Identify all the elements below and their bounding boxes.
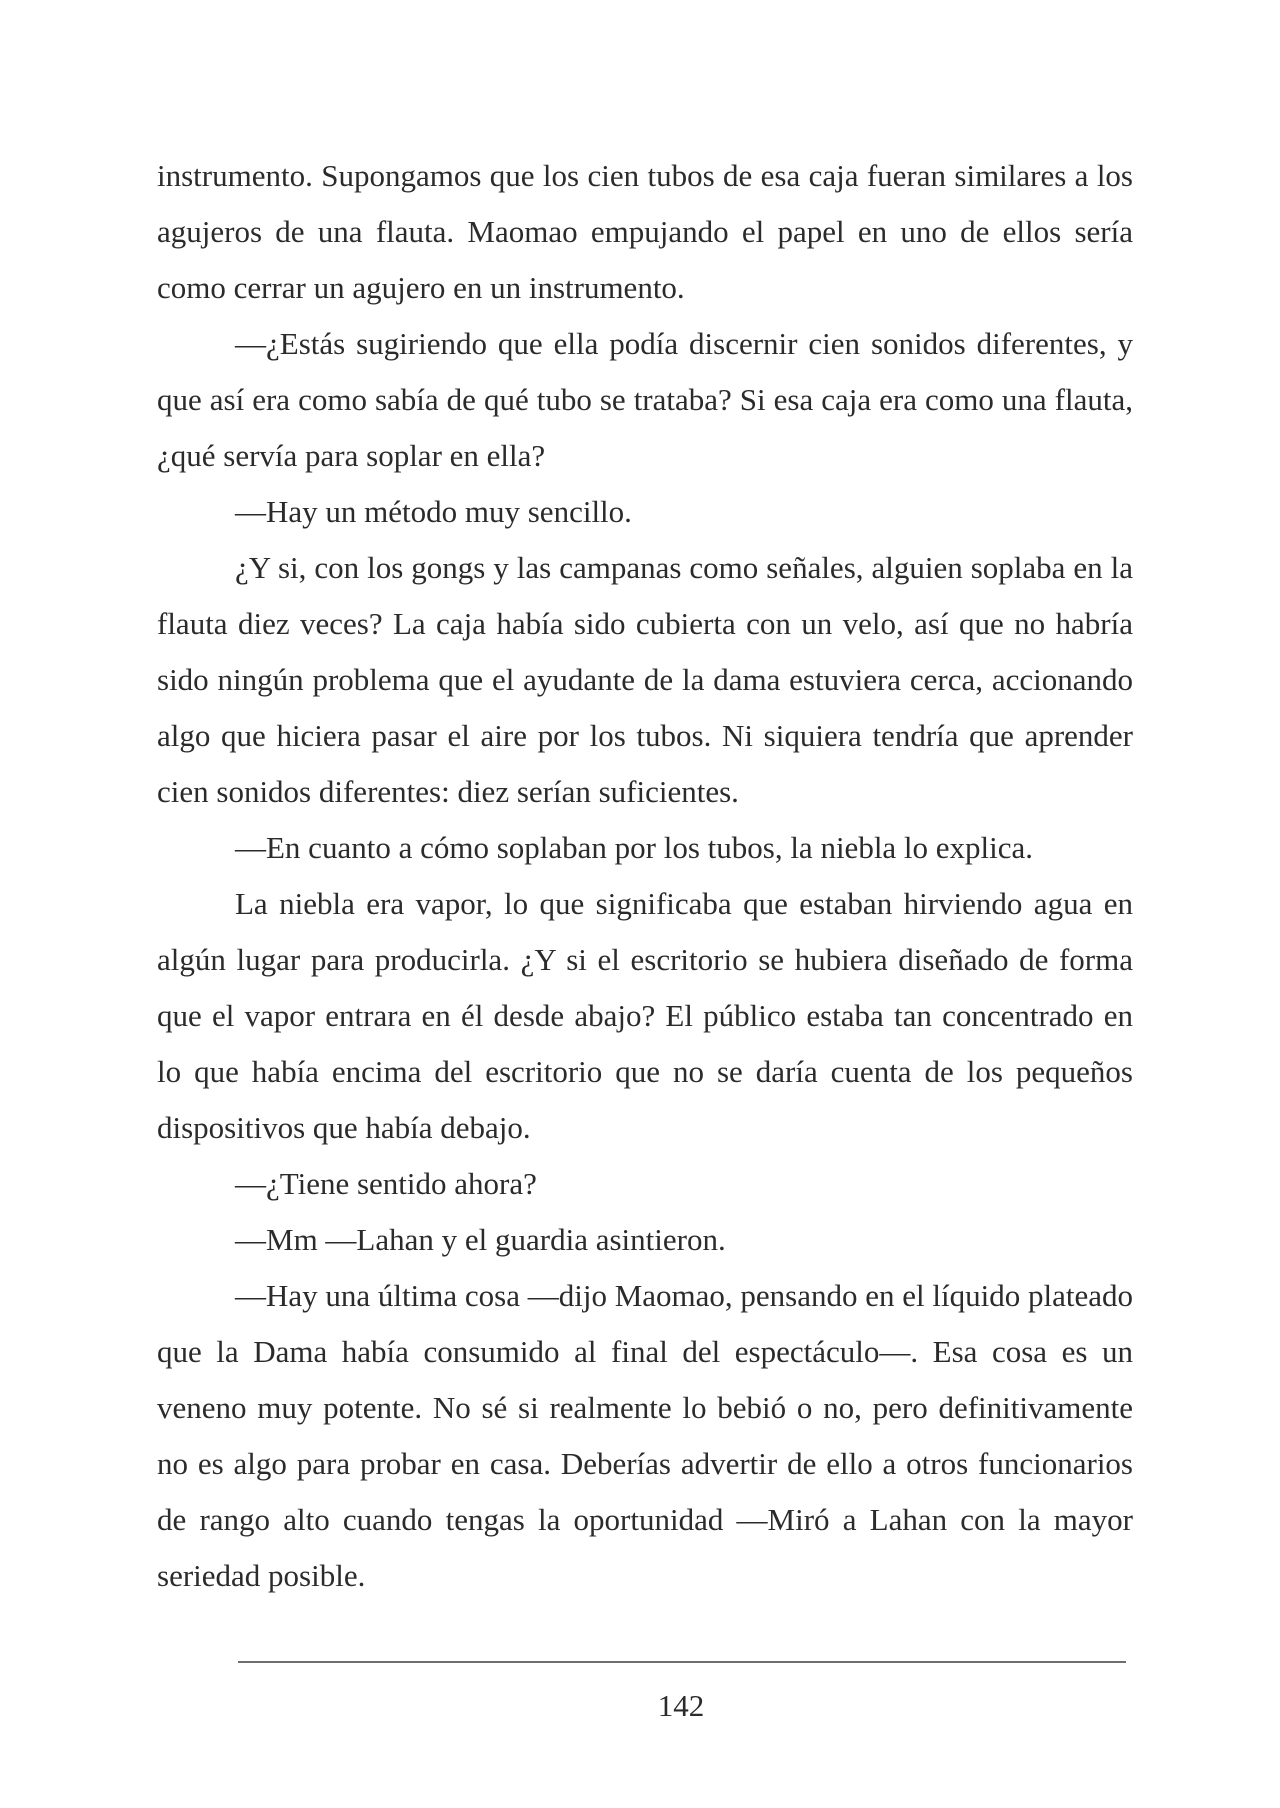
paragraph: ¿Y si, con los gongs y las campanas como señales, alguien soplaba en la flauta diez veces? La caja había sido cubierta con un velo, así que no habría sido ningún problema que el ayudante de la dama estuviera cerca, accionando algo que hiciera pasar el aire por los tubos. Ni siquiera tendría que aprender cien sonidos diferentes: diez serían suficientes. xyxy=(157,550,1133,809)
paragraph: —¿Tiene sentido ahora? xyxy=(235,1166,537,1201)
paragraph: —Hay una última cosa —dijo Maomao, pensando en el líquido plateado que la Dama había consumido al final del espectáculo—. Esa cosa es un veneno muy potente. No sé si realmente lo bebió o no, pero definitivamente no es algo para probar en casa. Deberías advertir de ello a otros funcionarios de rango alto cuando tengas la oportunidad —Miró a Lahan con la mayor seriedad posible. xyxy=(157,1278,1133,1593)
paragraph: La niebla era vapor, lo que significaba que estaban hirviendo agua en algún lugar para producirla. ¿Y si el escritorio se hubiera diseñado de forma que el vapor entrara en él desde abajo? El público estaba tan concentrado en lo que había encima del escritorio que no se daría cuenta de los pequeños dispositivos que había debajo. xyxy=(157,886,1133,1145)
paragraph: —En cuanto a cómo soplaban por los tubos, la niebla lo explica. xyxy=(235,830,1034,865)
paragraph: —Hay un método muy sencillo. xyxy=(235,494,632,529)
paragraph: instrumento. Supongamos que los cien tubos de esa caja fueran similares a los agujeros de una flauta. Maomao empujando el papel en uno de ellos sería como cerrar un agujero en un instrumento. xyxy=(157,158,1133,305)
body-text xyxy=(157,148,1133,1604)
paragraph: —¿Estás sugiriendo que ella podía discernir cien sonidos diferentes, y que así era como sabía de qué tubo se trataba? Si esa caja era como una flauta, ¿qué servía para soplar en ella? xyxy=(157,326,1133,473)
paragraph: —Mm —Lahan y el guardia asintieron. xyxy=(235,1222,726,1257)
footer-divider xyxy=(238,1661,1126,1663)
page-number: 142 xyxy=(657,1688,705,1723)
